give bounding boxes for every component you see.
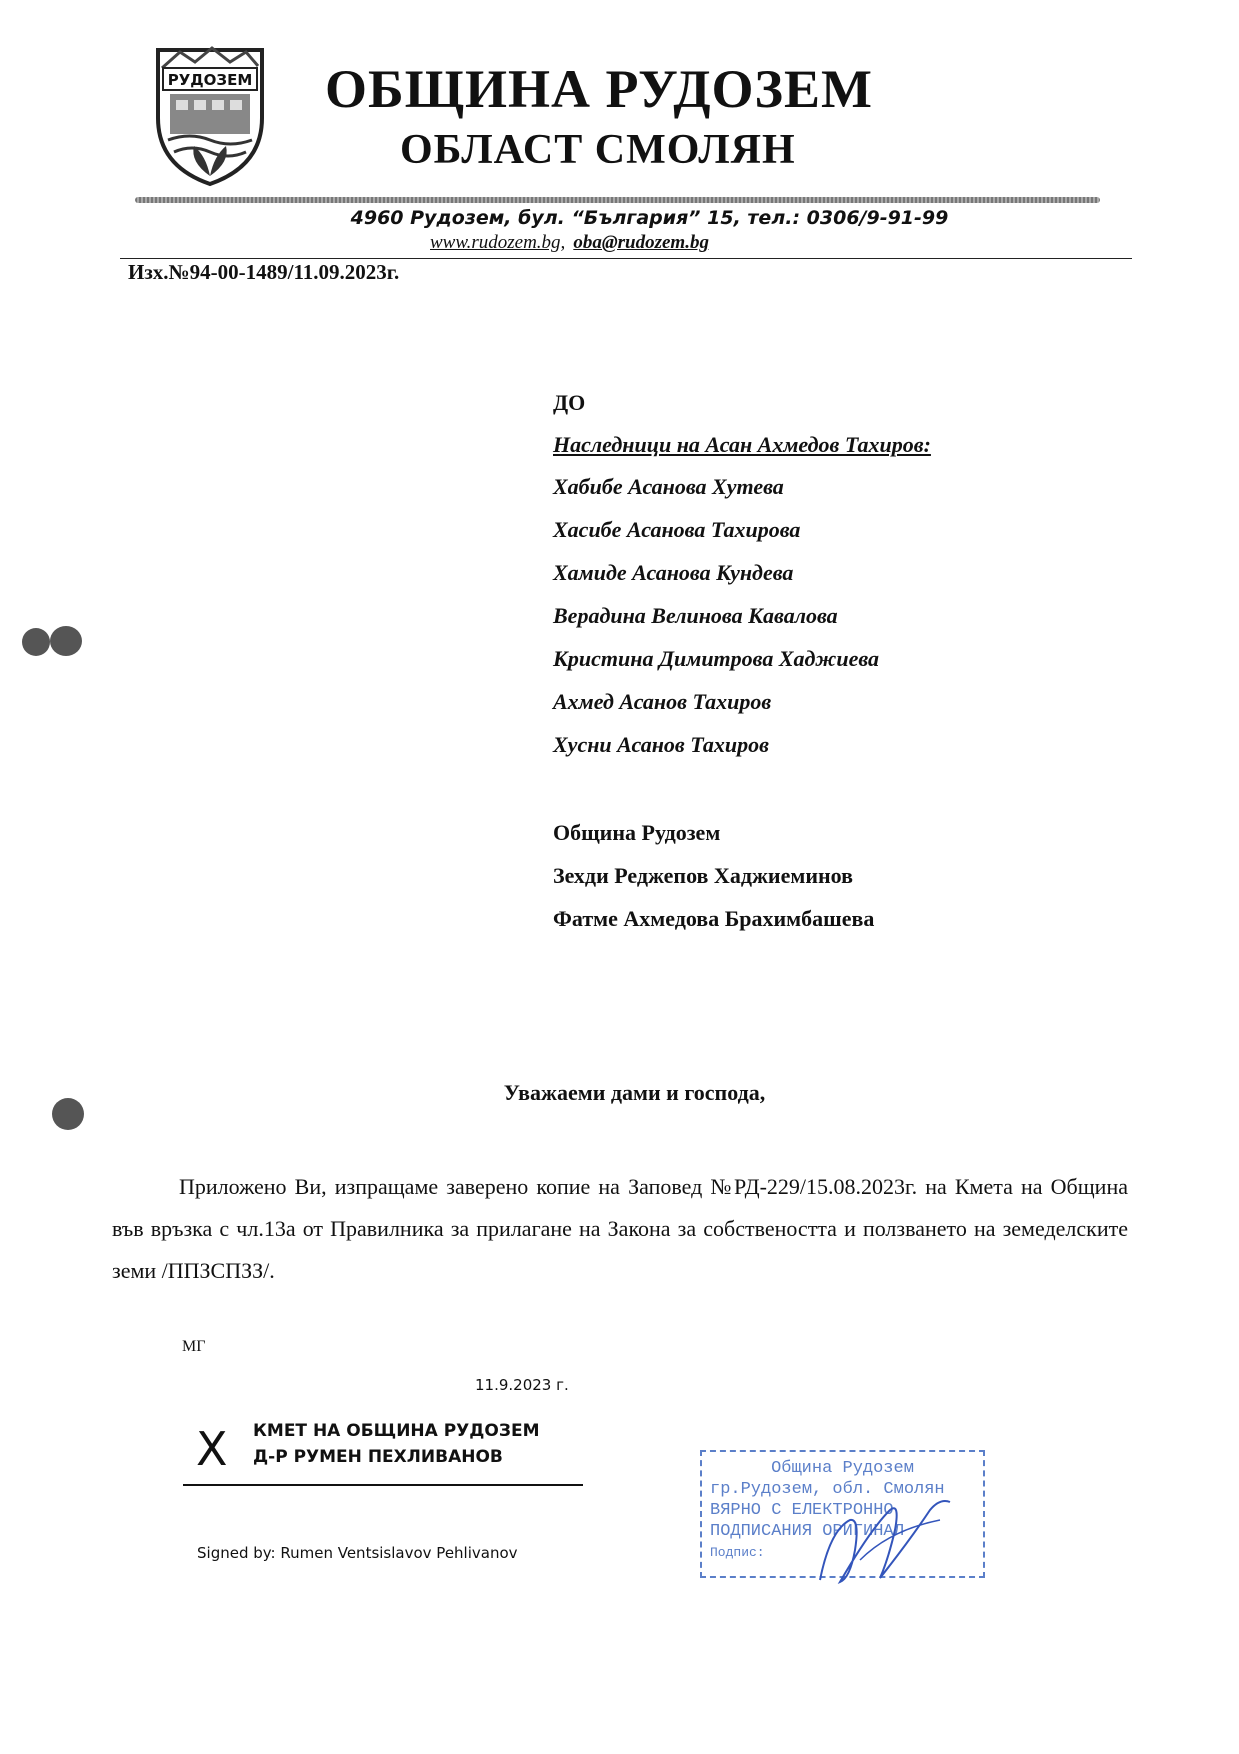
crest-label: РУДОЗЕМ — [167, 71, 253, 89]
stamp-line: ПОДПИСАНИЯ ОРИГИНАЛ — [710, 1522, 904, 1541]
list-item: Фатме Ахмедова Брахимбашева — [553, 906, 875, 931]
stamp-line: гр.Рудозем, обл. Смолян — [710, 1480, 945, 1499]
list-item: Хабибе Асанова Хутева — [553, 474, 784, 499]
signatory-block — [253, 1418, 540, 1470]
municipality-crest-icon — [150, 38, 270, 188]
header-divider — [135, 197, 1100, 203]
stamp-line: Община Рудозем — [771, 1459, 914, 1478]
stamp-line: Подпис: — [710, 1545, 765, 1560]
header-address: 4960 Рудозем, бул. “България” 15, тел.: 0306/9-91-99 — [350, 207, 949, 229]
outgoing-reference-number: Изх.№94-00-1489/11.09.2023г. — [128, 260, 400, 284]
list-item: Хасибе Асанова Тахирова — [553, 517, 801, 542]
header-contacts — [430, 232, 709, 254]
list-item: Община Рудозем — [553, 820, 721, 845]
header-title: ОБЩИНА РУДОЗЕМ — [325, 59, 873, 119]
signature-mark: X — [196, 1422, 228, 1476]
list-item: Хусни Асанов Тахиров — [553, 732, 769, 757]
author-initials: МГ — [182, 1338, 206, 1355]
header-bottom-rule — [120, 258, 1132, 259]
website-link[interactable]: www.rudozem.bg, — [430, 232, 566, 253]
list-item: Хамиде Асанова Кундева — [553, 560, 794, 585]
letter-body: Приложено Ви, изпращаме заверено копие на Заповед №РД-229/15.08.2023г. на Кмета на Община във връзка с чл.13а от Правилника за прилагане на Закона за собствеността и ползването на земеделските земи /ППЗСПЗЗ/. — [112, 1174, 1128, 1283]
list-item: Зехди Реджепов Хаджиеминов — [553, 863, 854, 888]
signatory-name: Д-Р РУМЕН ПЕХЛИВАНОВ — [253, 1447, 503, 1467]
header-subtitle: ОБЛАСТ СМОЛЯН — [400, 127, 796, 173]
list-item: Верадина Велинова Кавалова — [553, 603, 838, 628]
other-recipients-list — [553, 822, 874, 951]
list-item: Ахмед Асанов Тахиров — [553, 689, 772, 714]
signatory-title: КМЕТ НА ОБЩИНА РУДОЗЕМ — [253, 1421, 540, 1441]
email-link[interactable]: oba@rudozem.bg — [573, 232, 709, 253]
signature-line — [183, 1484, 583, 1486]
recipients-heading: ДО — [553, 390, 586, 415]
punch-hole — [22, 628, 50, 656]
stamp-line: ВЯРНО С ЕЛЕКТРОННО — [710, 1501, 894, 1520]
heirs-title: Наследници на Асан Ахмедов Тахиров: — [553, 432, 931, 457]
signature-date: 11.9.2023 г. — [475, 1376, 569, 1394]
salutation: Уважаеми дами и господа, — [503, 1080, 766, 1105]
signed-by-text: Signed by: Rumen Ventsislavov Pehlivanov — [197, 1544, 518, 1562]
punch-hole — [50, 626, 82, 656]
list-item: Кристина Димитрова Хаджиева — [553, 646, 880, 671]
handwritten-signature-icon — [800, 1490, 970, 1590]
heirs-list — [553, 476, 879, 777]
